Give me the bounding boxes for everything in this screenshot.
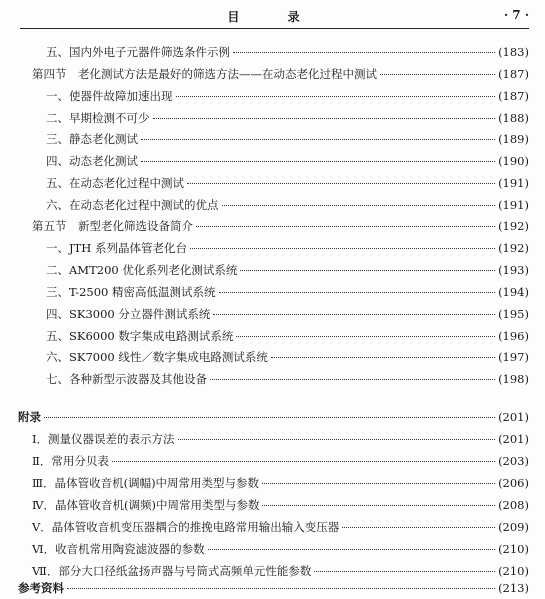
- toc-entry-label: 六、在动态老化过程中测试的优点: [46, 198, 219, 212]
- toc-entry[interactable]: [46, 110, 529, 128]
- toc-entry-page: (191): [498, 198, 529, 212]
- toc-entry-page: (210): [498, 542, 529, 556]
- dot-leader: [222, 205, 496, 206]
- toc-entry-page: (208): [498, 498, 529, 512]
- dot-leader: [219, 292, 496, 293]
- toc-entry-label: 五、SK6000 数字集成电路测试系统: [46, 329, 234, 343]
- toc-entry-page: (188): [498, 111, 529, 125]
- toc-entry-page: (192): [498, 219, 529, 233]
- toc-entry-label: 三、T-2500 精密高低温测试系统: [46, 285, 216, 299]
- toc-entry[interactable]: [32, 431, 529, 449]
- dot-leader: [380, 74, 495, 75]
- toc-entry[interactable]: [46, 328, 529, 346]
- toc-appendix-heading[interactable]: [18, 409, 529, 427]
- toc-entry[interactable]: [46, 262, 529, 280]
- toc-entry-page: (195): [498, 307, 529, 321]
- toc-entry-page: (198): [498, 372, 529, 386]
- dot-leader: [178, 439, 496, 440]
- page-title: 目 录: [227, 10, 322, 24]
- toc-entry[interactable]: [46, 197, 529, 215]
- toc-entry[interactable]: [32, 541, 529, 559]
- page-number: · 7 ·: [503, 8, 529, 22]
- toc-entry-label: 二、早期检测不可少: [46, 111, 150, 125]
- dot-leader: [342, 527, 495, 528]
- toc-entry-page: (201): [498, 410, 529, 424]
- dot-leader: [44, 417, 495, 418]
- toc-section-entry[interactable]: [32, 66, 529, 84]
- toc-entry-page: (201): [498, 432, 529, 446]
- page-header: [20, 6, 529, 29]
- dot-leader: [236, 336, 495, 337]
- toc-entry-page: (193): [498, 263, 529, 277]
- toc-entry-label: 附录: [18, 410, 41, 424]
- toc-entry[interactable]: [32, 497, 529, 515]
- toc-entry[interactable]: [46, 349, 529, 367]
- toc-entry-label: 第五节 新型老化筛选设备简介: [32, 219, 193, 233]
- toc-entry-label: 二、AMT200 优化系列老化测试系统: [46, 263, 238, 277]
- dot-leader: [210, 379, 495, 380]
- dot-leader: [262, 505, 495, 506]
- toc-entry-page: (192): [498, 241, 529, 255]
- toc-entry-page: (210): [498, 564, 529, 578]
- toc-references-heading[interactable]: [18, 580, 529, 598]
- toc-entry-page: (191): [498, 176, 529, 190]
- toc-entry-label: 第四节 老化测试方法是最好的筛选方法——在动态老化过程中测试: [32, 67, 377, 81]
- toc-entry[interactable]: [46, 175, 529, 193]
- toc-entry[interactable]: [46, 284, 529, 302]
- dot-leader: [187, 183, 495, 184]
- toc-entry[interactable]: [46, 371, 529, 389]
- toc-entry[interactable]: [46, 153, 529, 171]
- toc-entry-page: (213): [498, 581, 529, 595]
- dot-leader: [262, 483, 495, 484]
- toc-entry-label: 四、SK3000 分立器件测试系统: [46, 307, 211, 321]
- dot-leader: [208, 549, 495, 550]
- toc-entry-label: Ⅲ．晶体管收音机(调幅)中周常用类型与参数: [32, 476, 260, 490]
- toc-entry-label: Ⅵ．收音机常用陶瓷滤波器的参数: [32, 542, 205, 556]
- toc-entry-label: Ⅴ．晶体管收音机变压器耦合的推挽电路常用输出输入变压器: [32, 520, 340, 534]
- dot-leader: [67, 588, 495, 589]
- toc-entry-label: 一、JTH 系列晶体管老化台: [46, 241, 187, 255]
- dot-leader: [190, 248, 495, 249]
- toc-entry-label: 参考资料: [18, 581, 64, 595]
- toc-entry[interactable]: [46, 44, 529, 62]
- toc-entry-page: (203): [498, 454, 529, 468]
- dot-leader: [196, 226, 495, 227]
- toc-entry-page: (187): [498, 67, 529, 81]
- dot-leader: [240, 270, 495, 271]
- toc-entry-page: (209): [498, 520, 529, 534]
- toc-entry-page: (183): [498, 45, 529, 59]
- toc-entry-page: (197): [498, 350, 529, 364]
- toc-entry-label: 四、动态老化测试: [46, 154, 138, 168]
- toc-entry-page: (206): [498, 476, 529, 490]
- toc-entry-label: Ⅶ．部分大口径纸盆扬声器与号筒式高频单元性能参数: [32, 564, 312, 578]
- toc-entry[interactable]: [32, 563, 529, 581]
- toc-entry-label: Ⅱ．常用分贝表: [32, 454, 109, 468]
- dot-leader: [141, 161, 495, 162]
- toc-entry[interactable]: [46, 306, 529, 324]
- toc-entry-label: 五、国内外电子元器件筛选条件示例: [46, 45, 230, 59]
- toc-entry-label: Ⅰ．测量仪器误差的表示方法: [32, 432, 175, 446]
- toc-entry-page: (190): [498, 154, 529, 168]
- toc-entry-page: (196): [498, 329, 529, 343]
- toc-entry-label: 一、使器件故障加速出现: [46, 89, 173, 103]
- toc-entry-label: 三、静态老化测试: [46, 132, 138, 146]
- toc-entry[interactable]: [32, 475, 529, 493]
- toc-entry[interactable]: [46, 131, 529, 149]
- toc-entry-label: 五、在动态老化过程中测试: [46, 176, 184, 190]
- toc-entry-label: 六、SK7000 线性／数字集成电路测试系统: [46, 350, 268, 364]
- toc-entry[interactable]: [46, 240, 529, 258]
- dot-leader: [112, 461, 495, 462]
- dot-leader: [314, 571, 495, 572]
- toc-entry-page: (189): [498, 132, 529, 146]
- toc-entry[interactable]: [46, 88, 529, 106]
- dot-leader: [141, 139, 495, 140]
- toc-entry-page: (194): [498, 285, 529, 299]
- dot-leader: [176, 96, 496, 97]
- dot-leader: [213, 314, 495, 315]
- toc-entry[interactable]: [32, 453, 529, 471]
- toc-entry-label: 七、各种新型示波器及其他设备: [46, 372, 207, 386]
- toc-entry[interactable]: [32, 519, 529, 537]
- dot-leader: [153, 118, 496, 119]
- toc-entry-page: (187): [498, 89, 529, 103]
- dot-leader: [233, 52, 495, 53]
- toc-entry-label: Ⅳ．晶体管收音机(调频)中周常用类型与参数: [32, 498, 260, 512]
- toc-section-entry[interactable]: [32, 218, 529, 236]
- dot-leader: [271, 357, 495, 358]
